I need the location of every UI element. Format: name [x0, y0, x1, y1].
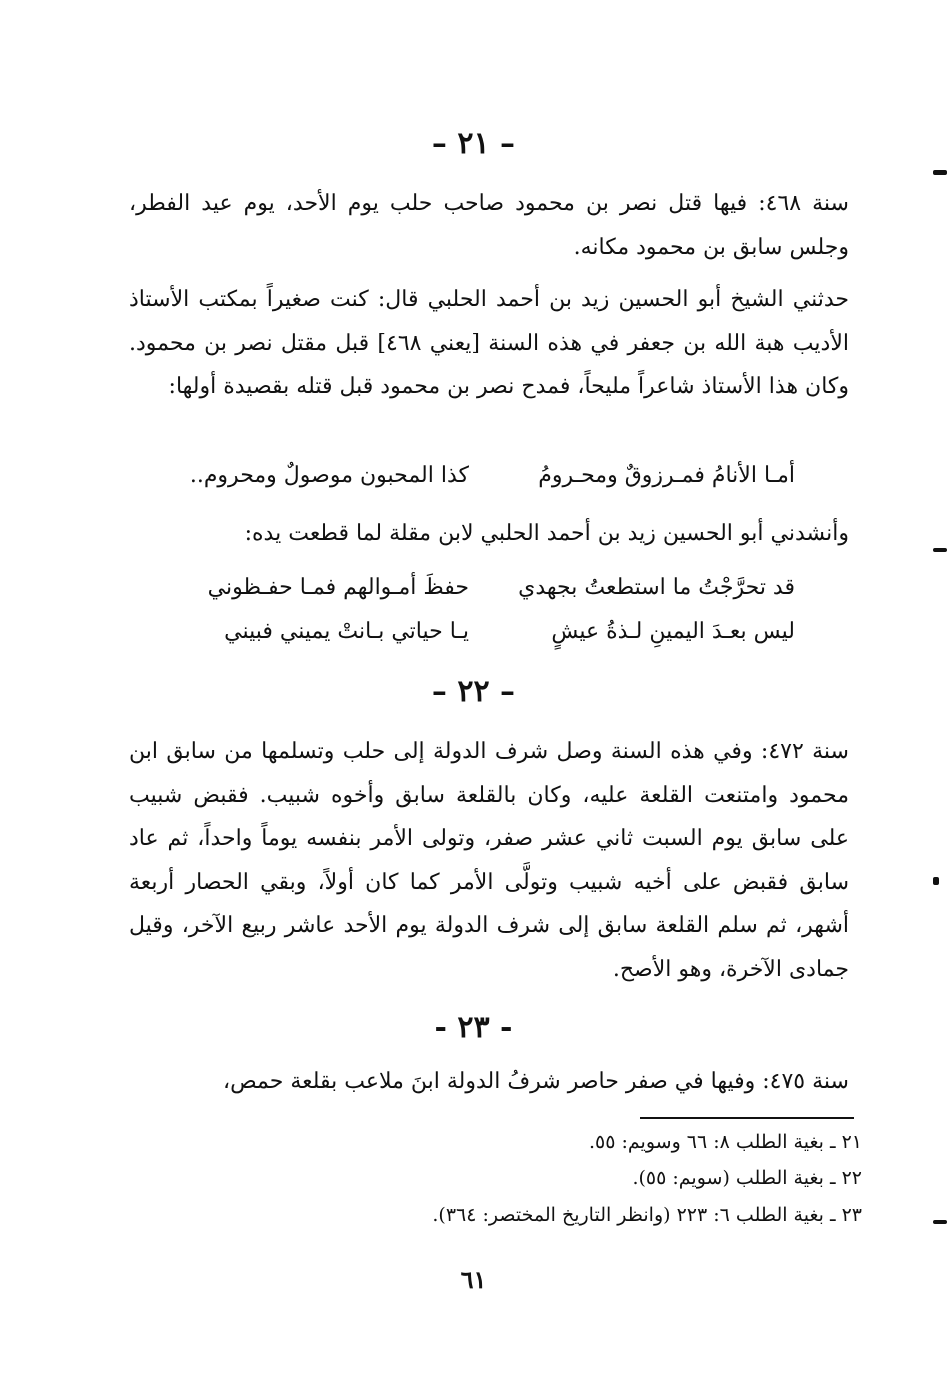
- verse2-line1-first-hemistich: قد تحرَّجْتُ ما استطعتُ بجهدي: [518, 575, 795, 600]
- scan-edge-mark: [933, 877, 939, 885]
- verse2-line2-first-hemistich: ليس بعـدَ اليمينِ لـذةُ عيشٍ: [551, 619, 795, 644]
- paragraph-hadathani: حدثني الشيخ أبو الحسين زيد بن أحمد الحلبي قال: كنت صغيراً بمكتب الأستاذ الأديب هبة الله بن جعفر في هذه السنة [يعني ٤٦٨] قبل مقتل نصر بن محمود. وكان هذا الأستاذ شاعراً مليحاً، فمدح نصر بن محمود قبل قتله بقصيدة أولها:: [129, 287, 849, 399]
- paragraph-468: سنة ٤٦٨: فيها قتل نصر بن محمود صاحب حلب يوم الأحد، يوم عيد الفطر، وجلس سابق بن محمود مكانه.: [129, 191, 849, 260]
- verse1-second-hemistich: كذا المحبون موصولٌ ومحروم..: [189, 463, 469, 488]
- section-heading-21: – ٢١ –: [431, 126, 516, 161]
- footnote-23: ٢٣ ـ بغية الطلب ٦: ٢٢٣ (وانظر التاريخ المختصر: ٣٦٤).: [432, 1204, 862, 1226]
- scan-edge-mark: [933, 170, 947, 175]
- verse2-line2-second-hemistich: يـا حياتي بـانتْ يميني فبيني: [224, 619, 469, 644]
- scan-edge-mark: [933, 548, 947, 552]
- verse1-first-hemistich: أمـا الأنامُ فمـرزوقٌ ومحـرومُ: [538, 463, 795, 488]
- footnote-separator: [640, 1117, 854, 1119]
- footnote-21: ٢١ ـ بغية الطلب ٨: ٦٦ وسويم: ٥٥.: [588, 1131, 862, 1153]
- page-number: ٦١: [460, 1265, 487, 1294]
- section-heading-23: - ٢٣ -: [434, 1010, 513, 1045]
- section-heading-22: – ٢٢ –: [431, 674, 516, 709]
- paragraph-475: سنة ٤٧٥: وفيها في صفر حاصر شرفُ الدولة ابنَ ملاعب بقلعة حمص،: [222, 1069, 849, 1094]
- verse2-line1-second-hemistich: حفظَ أمـوالهم فمـا حفـظوني: [207, 575, 469, 600]
- scan-edge-mark: [933, 1220, 947, 1224]
- paragraph-anshadani: وأنشدني أبو الحسين زيد بن أحمد الحلبي لابن مقلة لما قطعت يده:: [244, 521, 849, 546]
- paragraph-472: سنة ٤٧٢: وفي هذه السنة وصل شرف الدولة إلى حلب وتسلمها من سابق ابن محمود وامتنعت القلعة عليه، وكان بالقلعة سابق وأخوه شبيب. فقبض شبيب على سابق يوم السبت ثاني عشر صفر، وتولى الأمر بنفسه يوماً واحداً، ثم عاد سابق فقبض على أخيه شبيب وتولَّى الأمر كما كان أولاً، وبقي الحصار أربعة أشهر، ثم سلم القلعة سابق إلى شرف الدولة يوم الأحد عاشر ربيع الآخر، وقيل جمادى الآخرة، وهو الأصح.: [129, 739, 849, 982]
- footnote-22: ٢٢ ـ بغية الطلب (سويم: ٥٥).: [632, 1167, 862, 1189]
